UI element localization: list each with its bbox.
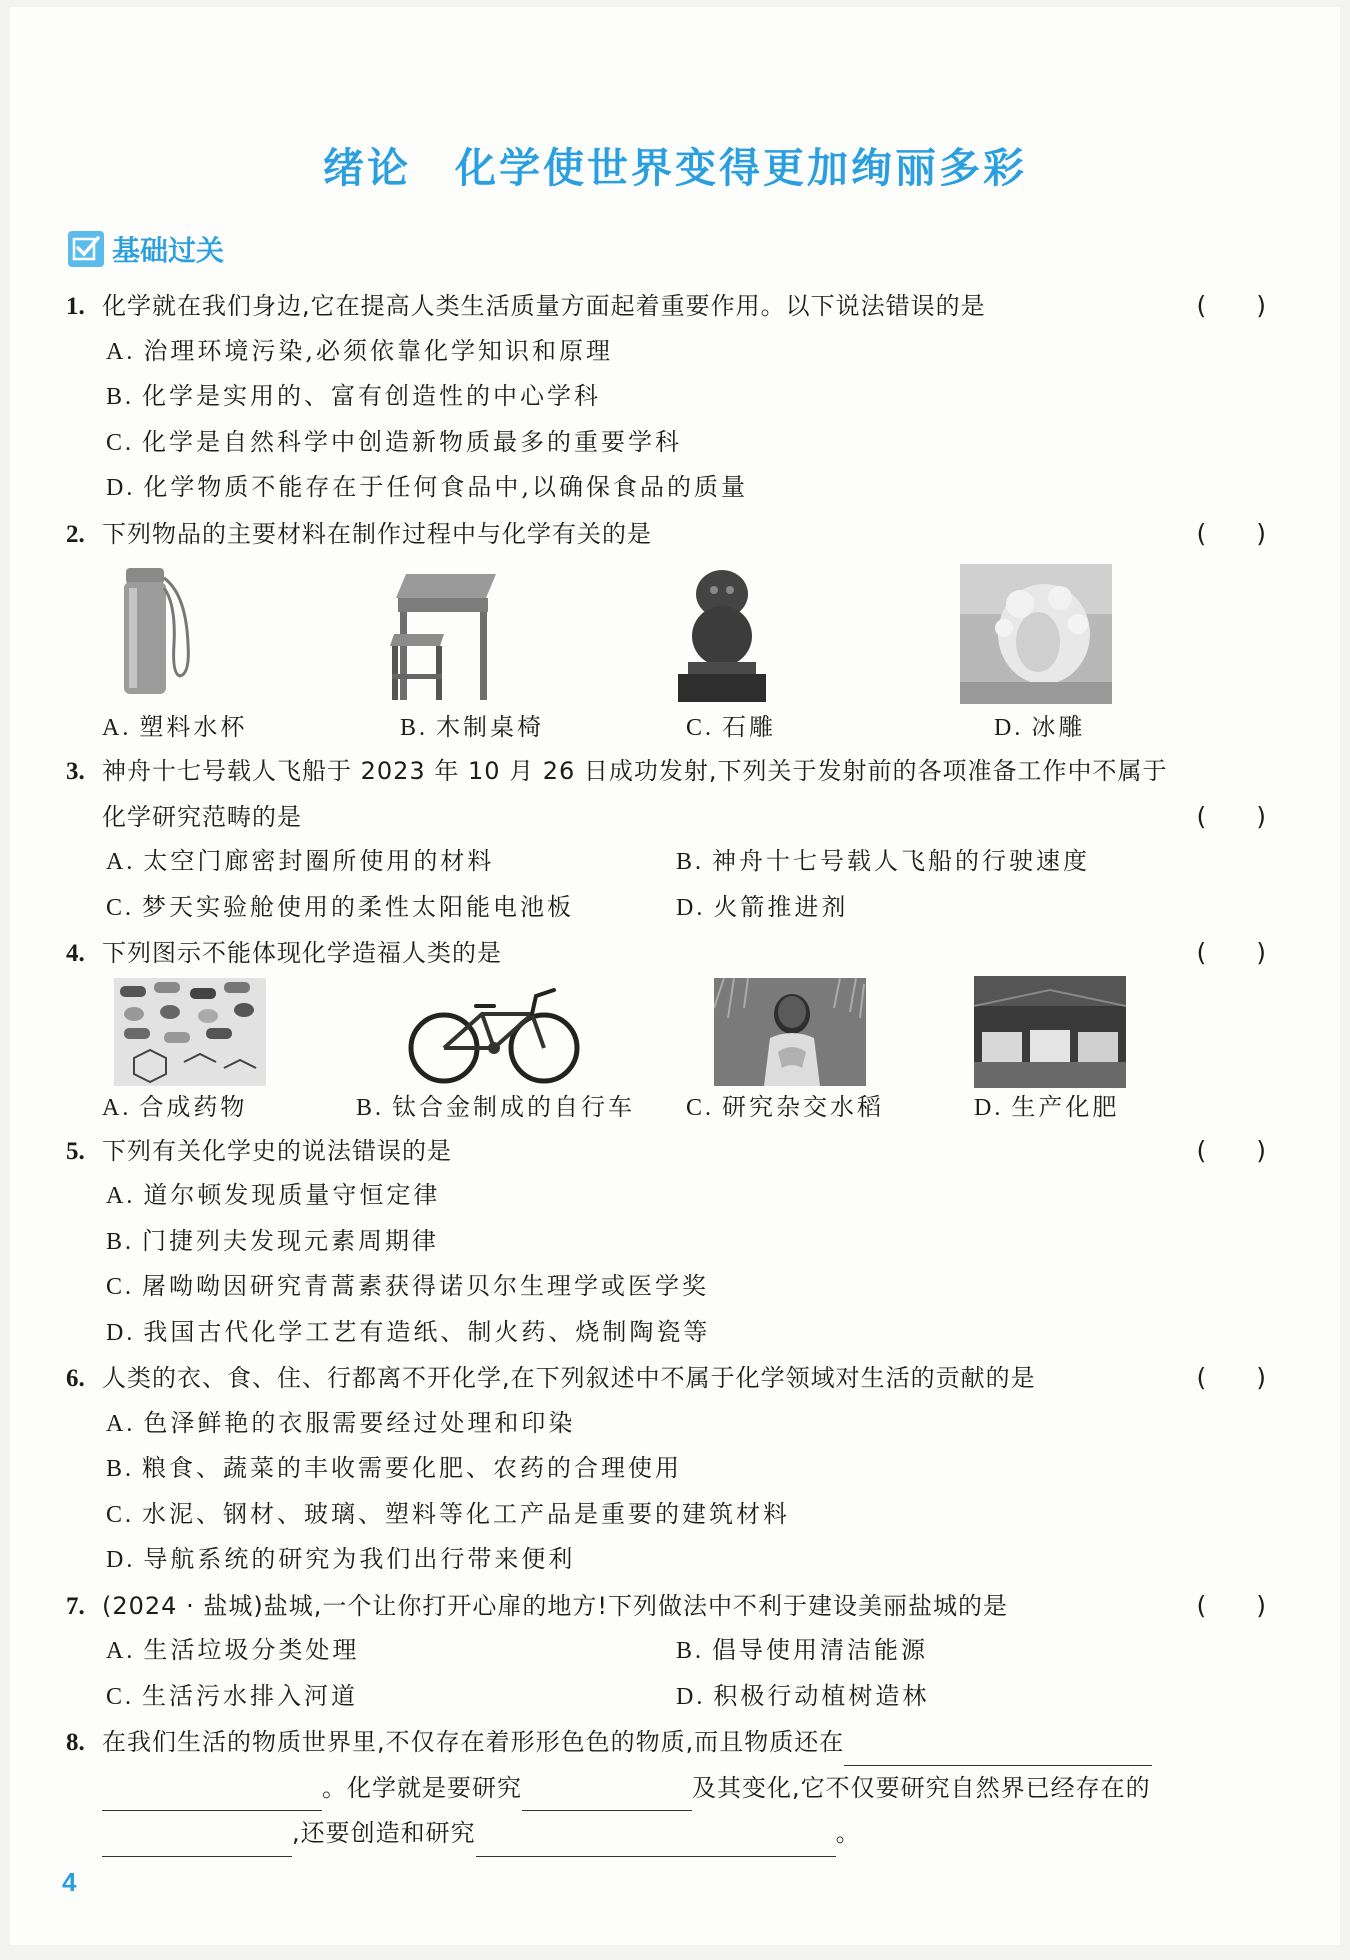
plastic-bottle-image xyxy=(116,564,196,706)
q3-options-row-2 xyxy=(66,885,1266,931)
option-c: C. 梦天实验舱使用的柔性太阳能电池板 xyxy=(106,892,575,921)
option-b: B. 钛合金制成的自行车 xyxy=(356,1092,636,1121)
question-text: 下列图示不能体现化学造福人类的是 xyxy=(102,939,502,967)
option-b: B. 神舟十七号载人飞船的行驶速度 xyxy=(676,847,1091,875)
option-a: A. 治理环境污染,必须依靠化学知识和原理 xyxy=(106,336,613,365)
question-7: 7. (2024 · 盐城)盐城,一个让你打开心扉的地方!下列做法中不利于建设美丽盐城的是 ( ) xyxy=(66,1583,1266,1629)
option-b: B. 倡导使用清洁能源 xyxy=(676,1636,929,1664)
answer-bracket: ( ) xyxy=(1196,1363,1266,1392)
option-c: C. 化学是自然科学中创造新物质最多的重要学科 xyxy=(106,427,683,456)
section-label: 基础过关 xyxy=(112,234,225,267)
option-d: D. 导航系统的研究为我们出行带来便利 xyxy=(106,1545,576,1573)
q7-options-row-2 xyxy=(66,1674,1266,1720)
question-8-line-3: ,还要创造和研究 。 xyxy=(66,1810,1266,1856)
wooden-desk-chair-image xyxy=(386,564,506,708)
question-3-continued: 化学研究范畴的是 ( ) xyxy=(66,794,1266,840)
option-b: B. 木制桌椅 xyxy=(400,713,545,741)
question-2: 2. 下列物品的主要材料在制作过程中与化学有关的是 ( ) xyxy=(66,511,1266,557)
q4-captions xyxy=(66,1086,1266,1128)
option-b: B. 门捷列夫发现元素周期律 xyxy=(106,1226,440,1255)
answer-bracket: ( ) xyxy=(1196,938,1266,967)
question-3: 3. 神舟十七号载人飞船于 2023 年 10 月 26 日成功发射,下列关于发射前的各项准备工作中不属于 xyxy=(66,757,1168,785)
workbook-page xyxy=(10,7,1340,1945)
question-text: 在我们生活的物质世界里,不仅存在着形形色色的物质,而且物质还在 xyxy=(102,1728,845,1756)
option-d: D. 冰雕 xyxy=(994,713,1086,741)
option-d: D. 化学物质不能存在于任何食品中,以确保食品的质量 xyxy=(106,473,748,501)
question-5: 5. 下列有关化学史的说法错误的是 ( ) xyxy=(66,1128,1266,1174)
question-text: 下列物品的主要材料在制作过程中与化学有关的是 xyxy=(102,519,652,548)
fill-blank-2[interactable] xyxy=(102,1778,322,1811)
answer-bracket: ( ) xyxy=(1196,801,1266,831)
question-4: 4. 下列图示不能体现化学造福人类的是 ( ) xyxy=(66,930,1266,976)
bicycle-image xyxy=(404,976,584,1090)
q4-images xyxy=(66,976,1266,1086)
question-8: 8. 在我们生活的物质世界里,不仅存在着形形色色的物质,而且物质还在 xyxy=(66,1719,1266,1765)
fertilizer-warehouse-image xyxy=(974,976,1126,1092)
question-8-line-2: 。化学就是要研究 及其变化,它不仅要研究自然界已经存在的 xyxy=(66,1765,1266,1811)
option-a: A. 塑料水杯 xyxy=(102,713,248,741)
question-text: 化学就在我们身边,它在提高人类生活质量方面起着重要作用。以下说法错误的是 xyxy=(102,292,986,320)
option-d: D. 积极行动植树造林 xyxy=(676,1681,930,1710)
question-text: 下列有关化学史的说法错误的是 xyxy=(102,1136,452,1165)
option-d: D. 火箭推进剂 xyxy=(676,892,849,921)
option-c: C. 生活污水排入河道 xyxy=(106,1681,359,1710)
option-a: A. 色泽鲜艳的衣服需要经过处理和印染 xyxy=(106,1408,576,1437)
option-a: A. 道尔顿发现质量守恒定律 xyxy=(106,1181,441,1209)
option-b: B. 化学是实用的、富有创造性的中心学科 xyxy=(106,382,602,410)
option-a: A. 合成药物 xyxy=(102,1092,248,1121)
question-text: (2024 · 盐城)盐城,一个让你打开心扉的地方!下列做法中不利于建设美丽盐城的是 xyxy=(102,1591,1008,1620)
answer-bracket: ( ) xyxy=(1196,1590,1266,1620)
answer-bracket: ( ) xyxy=(1196,518,1266,548)
question-text: 人类的衣、食、住、行都离不开化学,在下列叙述中不属于化学领域对生活的贡献的是 xyxy=(102,1364,1036,1392)
fill-blank-3[interactable] xyxy=(522,1778,692,1811)
fill-blank-1[interactable] xyxy=(844,1733,1152,1766)
answer-bracket: ( ) xyxy=(1196,1135,1266,1165)
pills-image xyxy=(114,978,266,1090)
option-b: B. 粮食、蔬菜的丰收需要化肥、农药的合理使用 xyxy=(106,1454,683,1482)
q2-images xyxy=(66,556,1266,706)
option-d: D. 生产化肥 xyxy=(974,1092,1120,1121)
stone-lion-image xyxy=(672,564,772,708)
option-c: C. 石雕 xyxy=(686,713,777,741)
option-c: C. 水泥、钢材、玻璃、塑料等化工产品是重要的建筑材料 xyxy=(106,1499,791,1528)
fill-blank-5[interactable] xyxy=(476,1824,836,1857)
option-a: A. 太空门廊密封圈所使用的材料 xyxy=(106,847,495,875)
fill-blank-4[interactable] xyxy=(102,1824,292,1857)
option-a: A. 生活垃圾分类处理 xyxy=(106,1636,360,1664)
question-1: 1. 化学就在我们身边,它在提高人类生活质量方面起着重要作用。以下说法错误的是 ( ) xyxy=(66,283,1266,329)
answer-bracket: ( ) xyxy=(1196,291,1266,320)
ice-sculpture-image xyxy=(960,564,1112,708)
q3-options-row-1 xyxy=(66,839,1266,885)
question-6: 6. 人类的衣、食、住、行都离不开化学,在下列叙述中不属于化学领域对生活的贡献的是 ( ) xyxy=(66,1355,1266,1401)
rice-field-image xyxy=(714,978,866,1090)
section-header xyxy=(68,229,224,269)
option-c: C. 研究杂交水稻 xyxy=(686,1092,885,1121)
q2-captions xyxy=(66,706,1266,748)
option-c: C. 屠呦呦因研究青蒿素获得诺贝尔生理学或医学奖 xyxy=(106,1272,710,1300)
q7-options-row-1 xyxy=(66,1628,1266,1674)
question-text: 神舟十七号载人飞船于 2023 年 10 月 26 日成功发射,下列关于发射前的各项准备工作中不属于 xyxy=(102,757,1168,785)
page-title: 绪论 化学使世界变得更加绚丽多彩 xyxy=(323,144,1027,192)
question-list xyxy=(66,283,1266,1856)
checkbox-icon xyxy=(68,231,104,267)
option-d: D. 我国古代化学工艺有造纸、制火药、烧制陶瓷等 xyxy=(106,1317,711,1346)
page-number: 4 xyxy=(62,1867,77,1897)
